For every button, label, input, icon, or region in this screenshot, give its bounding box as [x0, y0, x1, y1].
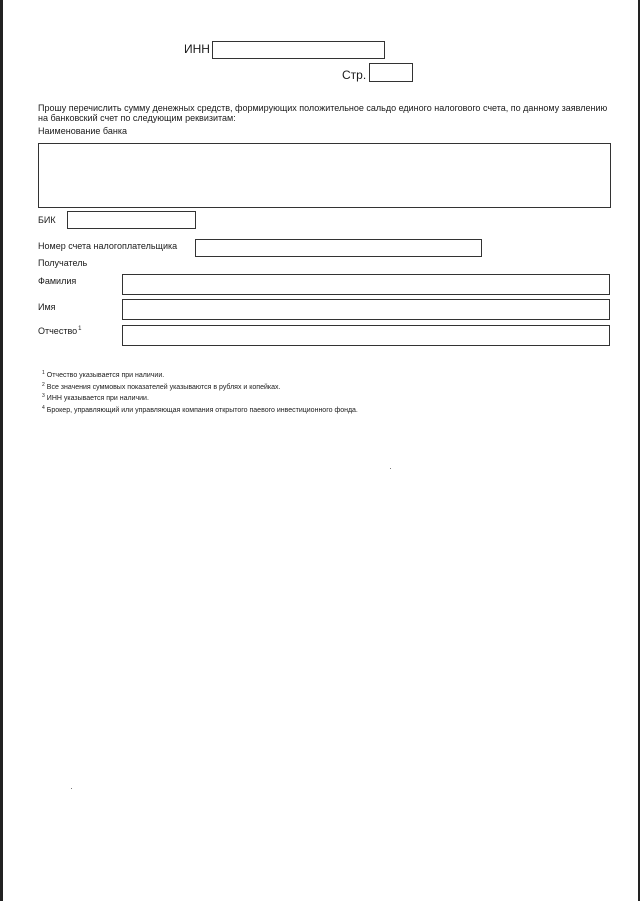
page-number-field[interactable] [369, 63, 413, 82]
scan-edge-left [0, 0, 3, 901]
footnote-3-text: ИНН указывается при наличии. [46, 395, 149, 402]
patronymic-label [38, 326, 81, 336]
footnote-3 [42, 392, 358, 404]
footnote-1-text: Отчество указывается при наличии. [46, 372, 165, 379]
recipient-section-label: Получатель [38, 258, 88, 268]
footnote-2-mark: 2 [42, 381, 45, 388]
footnote-1 [42, 369, 358, 381]
surname-field[interactable] [122, 274, 610, 295]
bik-label: БИК [38, 215, 56, 225]
inn-label: ИНН [184, 42, 210, 56]
first-name-label: Имя [38, 302, 56, 312]
footnote-4-text: Брокер, управляющий или управляющая компания открытого паевого инвестиционного фонда. [46, 406, 358, 414]
first-name-field[interactable] [122, 299, 610, 320]
request-text: Прошу перечислить сумму денежных средств, формирующих положительное сальдо единого налогового счета, по данному заявлению на банковский счет по следующим реквизитам: [38, 103, 608, 123]
patronymic-label-text: Отчество [38, 326, 78, 336]
page-number-label: Стр. [342, 68, 367, 82]
inn-field[interactable] [212, 41, 385, 59]
account-number-field[interactable] [195, 239, 482, 257]
patronymic-field[interactable] [122, 325, 610, 346]
scan-speck [390, 468, 391, 469]
footnotes [42, 369, 358, 415]
scan-speck [71, 788, 72, 789]
surname-label: Фамилия [38, 276, 77, 286]
footnote-2-text: Все значения суммовых показателей указываются в рублях и копейках. [46, 383, 281, 391]
account-number-label: Номер счета налогоплательщика [38, 241, 178, 251]
footnote-2 [42, 381, 358, 393]
bik-field[interactable] [67, 211, 196, 229]
bank-name-label: Наименование банка [38, 126, 127, 136]
footnote-3-mark: 3 [42, 393, 45, 399]
footnote-1-mark: 1 [42, 370, 45, 376]
patronymic-footnote-mark: 1 [78, 326, 82, 332]
footnote-4-mark: 4 [42, 404, 45, 411]
footnote-4 [42, 404, 358, 416]
bank-name-field[interactable] [38, 143, 611, 208]
